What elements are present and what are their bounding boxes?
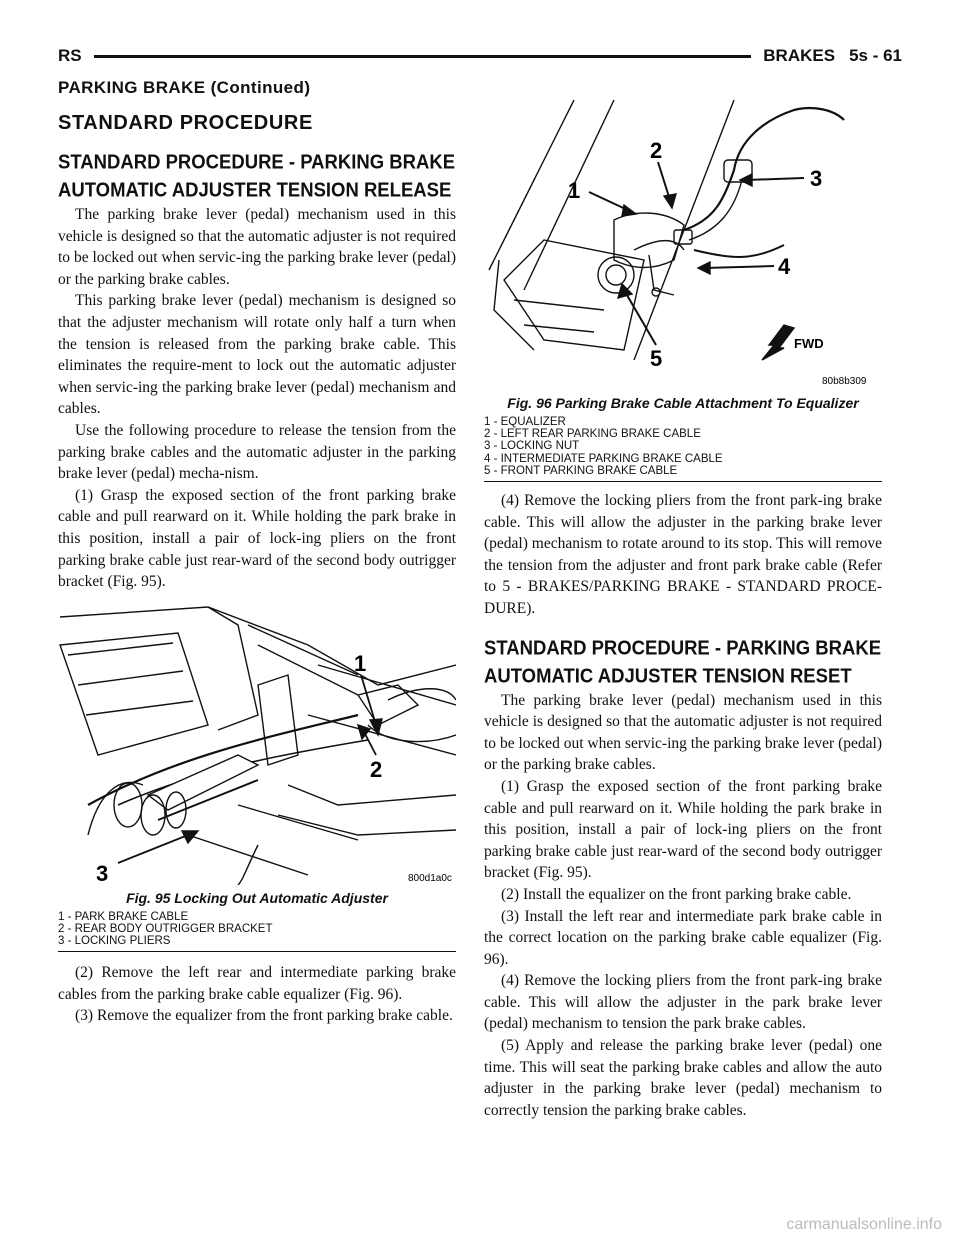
paragraph: (1) Grasp the exposed section of the front parking brake cable and pull rearward on it. While holding the park brake in this position, install a pair of lock-ing pliers on the front parking brake cable just rear-ward of the second body outrigger bracket (Fig. 95). (484, 777, 882, 882)
right-column (484, 100, 882, 1121)
legend-item: 1 - EQUALIZER (484, 416, 566, 428)
continued-heading: PARKING BRAKE (Continued) (58, 78, 311, 97)
figure-96-illustration (484, 100, 882, 390)
figure-code: 80b8b309 (822, 376, 867, 387)
paragraph: (1) Grasp the exposed section of the front parking brake cable and pull rearward on it. While holding the park brake in this position, install a pair of lock-ing pliers on the front parking brake cable just rear-ward of the second body outrigger bracket (Fig. 95). (58, 486, 456, 591)
header-model-code: RS (58, 46, 82, 65)
section-title: STANDARD PROCEDURE (58, 112, 313, 134)
paragraph: (3) Remove the equalizer from the front parking brake cable. (75, 1007, 453, 1025)
paragraph: (5) Apply and release the parking brake lever (pedal) one time. This will seat the parking brake cables and allow the auto adjuster in the parking brake lever (pedal) mechanism to correctly tension the parking brake cables. (484, 1037, 882, 1119)
legend-item: 2 - REAR BODY OUTRIGGER BRACKET (58, 922, 273, 935)
paragraph: (4) Remove the locking pliers from the front park-ing brake cable. This will allow the adjuster in the park brake lever (pedal) mechanism to tension the park brake cables. (484, 972, 882, 1033)
callout-1: 1 (568, 178, 581, 203)
callout-3: 3 (96, 860, 109, 885)
callout-1: 1 (354, 650, 367, 676)
paragraph: (3) Install the left rear and intermediate park brake cable in the correct location on the parking brake cable equalizer (Fig. 96). (484, 907, 882, 968)
page-header (58, 46, 902, 66)
paragraph: Use the following procedure to release the tension from the parking brake cables and the automatic adjuster in the parking brake lever (pedal) mecha-nism. (58, 421, 456, 483)
paragraph: (4) Remove the locking pliers from the front park-ing brake cable. This will allow the adjuster in the parking brake lever (pedal) mechanism to rotate around to its stop. This will remove the tension from the adjuster and front park brake cable (Refer to 5 - BRAKES/PARKING BRAKE - STANDARD PROCE-DURE). (484, 492, 882, 617)
callout-5: 5 (650, 346, 663, 371)
paragraph: This parking brake lever (pedal) mechanism is designed so that the adjuster mechanism will rotate only half a turn when the tension is released from the parking brake cable. This eliminates the require-ment to lock out the automatic adjuster when servic-ing the parking brake lever (pedal) mechanism and cables. (58, 292, 456, 418)
callout-3: 3 (810, 166, 823, 191)
paragraph: The parking brake lever (pedal) mechanism used in this vehicle is designed so that the automatic adjuster is not required to be locked out when servic-ing the parking brake lever (pedal) or the parking brake cables. (484, 691, 882, 774)
fwd-label: FWD (794, 336, 824, 351)
figure-96-legend (484, 416, 882, 482)
legend-item: 3 - LOCKING NUT (484, 440, 580, 453)
figure-96 (484, 100, 882, 482)
legend-item: 4 - INTERMEDIATE PARKING BRAKE CABLE (484, 452, 723, 465)
locking-pliers-illustration (58, 605, 456, 885)
callout-2: 2 (370, 756, 383, 782)
legend-item: 3 - LOCKING PLIERS (58, 935, 171, 948)
watermark: carmanualsonline.info (786, 1216, 942, 1233)
header-right (763, 46, 902, 66)
figure-95-legend (58, 911, 456, 953)
left-column (58, 148, 456, 1027)
legend-item: 1 - PARK BRAKE CABLE (58, 910, 189, 923)
paragraph: The parking brake lever (pedal) mechanism used in this vehicle is designed so that the automatic adjuster is not required to be locked out when servic-ing the parking brake lever (pedal) or the parking brake cables. (58, 206, 456, 288)
subheading-reset: STANDARD PROCEDURE - PARKING BRAKE AUTOMATIC ADJUSTER TENSION RESET (484, 635, 882, 687)
subheading-release: STANDARD PROCEDURE - PARKING BRAKE AUTOMATIC ADJUSTER TENSION RELEASE (58, 150, 456, 201)
legend-item: 2 - LEFT REAR PARKING BRAKE CABLE (484, 428, 701, 441)
legend-item: 5 - FRONT PARKING BRAKE CABLE (484, 464, 678, 477)
header-rule (94, 55, 752, 58)
figure-95-illustration (58, 605, 456, 885)
header-page-number: 5s - 61 (849, 46, 902, 65)
callout-2: 2 (650, 138, 663, 163)
paragraph: (2) Remove the left rear and intermediate parking brake cables from the parking brake cable equalizer (Fig. 96). (58, 964, 456, 1003)
callout-4: 4 (778, 254, 791, 279)
header-section: BRAKES (763, 46, 836, 65)
equalizer-illustration (484, 100, 882, 390)
figure-95 (58, 605, 456, 953)
figure-95-caption: Fig. 95 Locking Out Automatic Adjuster (126, 889, 388, 906)
figure-96-caption: Fig. 96 Parking Brake Cable Attachment To Equalizer (507, 395, 859, 411)
paragraph: (2) Install the equalizer on the front parking brake cable. (501, 885, 852, 903)
figure-code: 800d1a0c (408, 872, 452, 884)
